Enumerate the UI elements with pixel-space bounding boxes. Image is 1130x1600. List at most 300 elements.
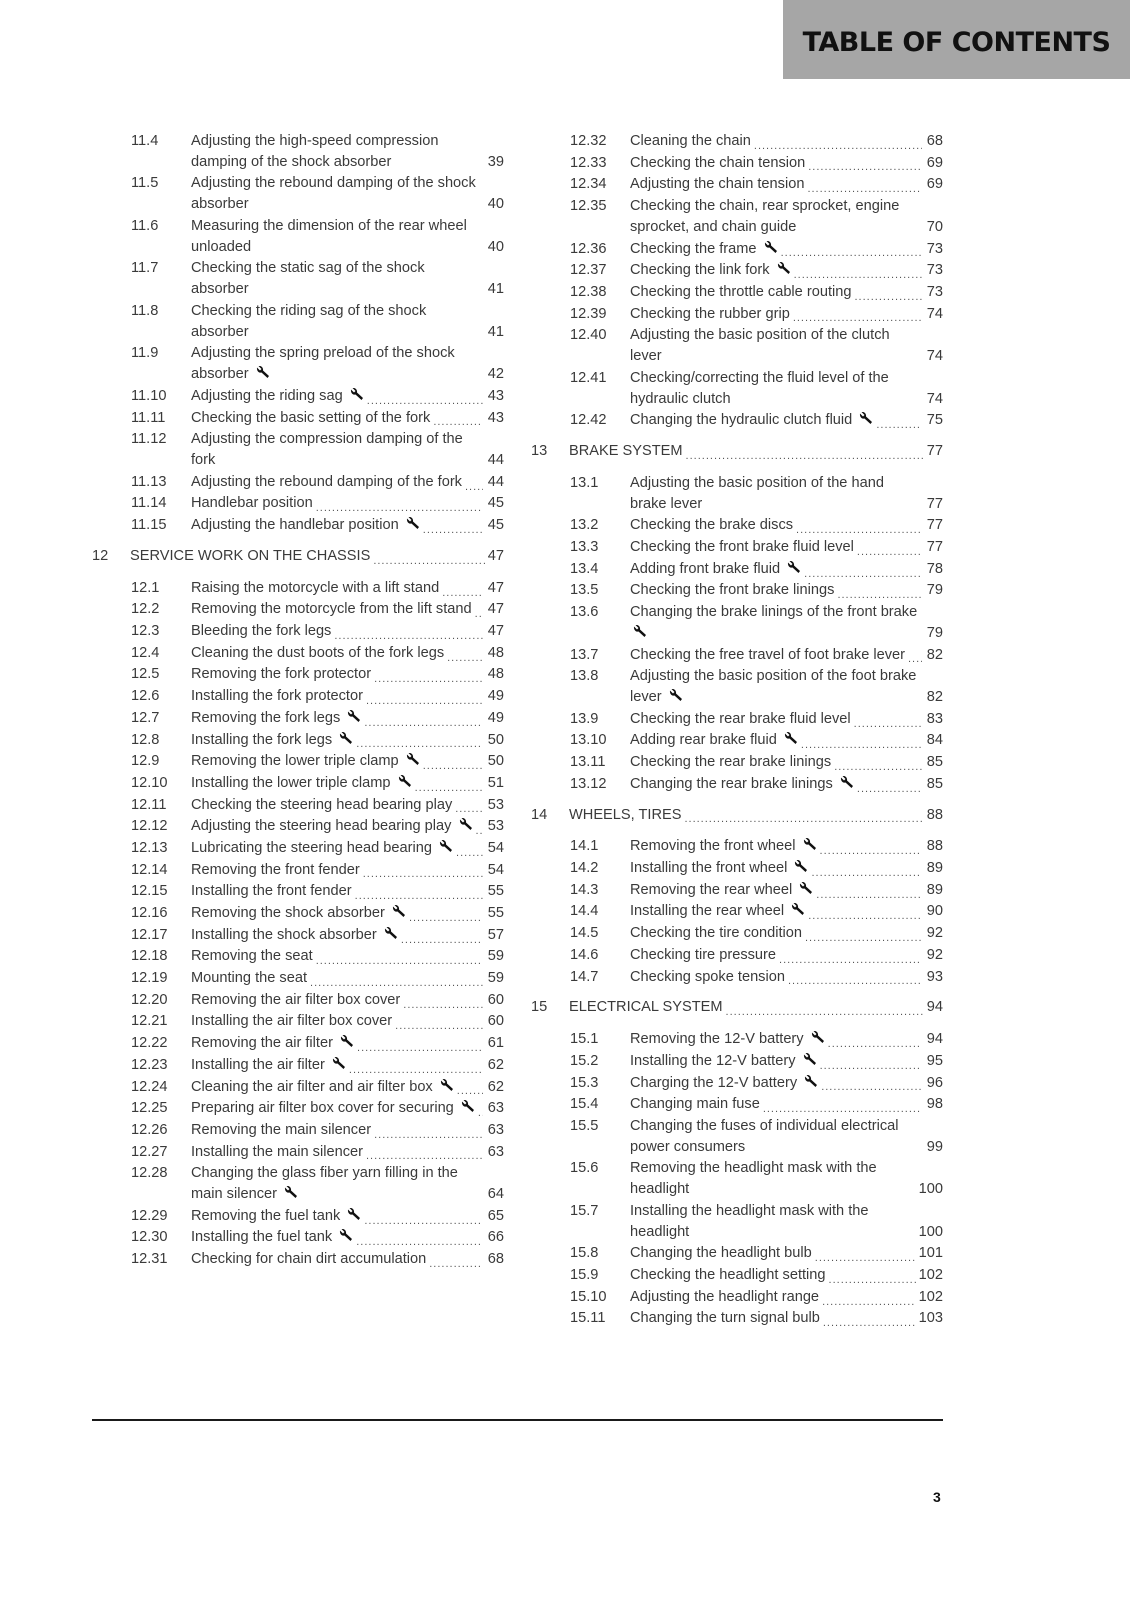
dot-leader: [815, 1244, 916, 1264]
toc-entry[interactable]: [92, 621, 504, 642]
toc-entry[interactable]: [92, 1142, 504, 1163]
section-title: Checking the tire condition: [630, 925, 802, 942]
section-title: Removing the headlight mask with the headlight: [630, 1160, 877, 1198]
wrench-icon: [777, 262, 791, 275]
toc-entry[interactable]: [531, 1287, 943, 1308]
toc-entry[interactable]: [531, 645, 943, 666]
toc-entry[interactable]: [531, 473, 943, 515]
page-ref: 59: [487, 948, 504, 965]
dot-leader: [820, 837, 922, 857]
page-ref: 47: [487, 623, 504, 640]
page-ref: 102: [918, 1288, 943, 1305]
toc-entry[interactable]: [531, 1029, 943, 1050]
wrench-icon: [339, 732, 353, 745]
section-number: 13: [531, 443, 548, 460]
section-title: Changing the rear brake linings: [630, 775, 833, 792]
toc-entry[interactable]: [92, 1077, 504, 1098]
section-number: 13.7: [570, 646, 599, 663]
page-ref: 68: [487, 1251, 504, 1268]
dot-leader: [357, 1034, 483, 1054]
dot-leader: [857, 538, 922, 558]
page-ref: 103: [918, 1310, 943, 1327]
section-title: Adding rear brake fluid: [630, 732, 777, 749]
page-ref: 65: [487, 1207, 504, 1224]
section-title: Adjusting the high-speed compression damping of the shock absorber: [191, 133, 439, 170]
toc-entry[interactable]: [531, 1116, 943, 1158]
toc-entry[interactable]: [531, 836, 943, 857]
page-ref: 68: [926, 133, 943, 149]
section-title: Adding front brake fluid: [630, 560, 781, 577]
dot-leader: [364, 709, 483, 729]
section-number: 15.5: [570, 1117, 599, 1134]
wrench-icon: [633, 625, 647, 638]
page-ref: 50: [487, 731, 504, 748]
section-title: Installing the main silencer: [191, 1143, 363, 1160]
section-title: Checking the rear brake linings: [630, 754, 832, 771]
section-number: 12.37: [570, 262, 607, 279]
page-ref: 93: [926, 968, 943, 985]
toc-entry[interactable]: [531, 559, 943, 580]
section-number: 11.11: [131, 409, 166, 426]
page-ref: 47: [487, 601, 504, 618]
section-title: Removing the motorcycle from the lift stand: [191, 601, 472, 618]
section-title: Removing the fork protector: [191, 666, 372, 683]
section-title: Changing main fuse: [630, 1096, 760, 1113]
toc-entry[interactable]: [92, 1163, 504, 1205]
toc-entry[interactable]: [531, 537, 943, 558]
page-ref: 62: [487, 1078, 504, 1095]
dot-leader: [366, 687, 483, 707]
toc-entry[interactable]: [531, 602, 943, 644]
section-number: 15.4: [570, 1096, 599, 1113]
section-title: Measuring the dimension of the rear wheel unloaded: [191, 217, 467, 255]
section-title: Adjusting the rebound damping of the fork: [191, 473, 462, 490]
page-ref: 100: [918, 1181, 943, 1198]
dot-leader: [763, 1095, 922, 1115]
toc-entry[interactable]: [92, 429, 504, 471]
section-number: 12.21: [131, 1013, 168, 1030]
dot-leader: [457, 1077, 483, 1097]
page-ref: 73: [926, 240, 943, 257]
section-title: Checking the free travel of foot brake lever: [630, 646, 905, 663]
dot-leader: [821, 1073, 922, 1093]
dot-leader: [857, 775, 922, 795]
dot-leader: [367, 387, 483, 407]
toc-entry[interactable]: [92, 990, 504, 1011]
toc-entry[interactable]: [531, 515, 943, 536]
page-ref: 74: [926, 390, 943, 407]
toc-entry[interactable]: [92, 860, 504, 881]
section-title: WHEELS, TIRES: [569, 806, 682, 823]
toc-entry[interactable]: [92, 578, 504, 599]
toc-entry[interactable]: [92, 173, 504, 215]
section-number: 12.14: [131, 861, 168, 878]
toc-entry[interactable]: [92, 925, 504, 946]
section-title: Installing the front wheel: [630, 860, 788, 877]
section-number: 14.5: [570, 925, 599, 942]
page-ref: 47: [487, 547, 504, 564]
dot-leader: [808, 153, 922, 173]
section-number: 14.7: [570, 968, 599, 985]
dot-leader: [475, 600, 483, 620]
toc-entry[interactable]: [92, 515, 504, 536]
section-title: Checking the riding sag of the shock absorber: [191, 302, 427, 340]
page-ref: 55: [487, 883, 504, 900]
toc-entry[interactable]: [531, 196, 943, 238]
section-title: Cleaning the air filter and air filter box: [191, 1078, 433, 1095]
section-number: 14.4: [570, 903, 599, 920]
toc-entry[interactable]: [92, 386, 504, 407]
section-number: 12.32: [570, 133, 607, 149]
page-ref: 78: [926, 560, 943, 577]
dot-leader: [476, 817, 484, 837]
toc-entry[interactable]: [531, 666, 943, 708]
dot-leader: [816, 881, 922, 901]
toc-entry[interactable]: [92, 751, 504, 772]
dot-leader: [686, 442, 924, 462]
toc-entry[interactable]: [92, 1206, 504, 1227]
section-title: Adjusting the basic position of the clutch lever: [630, 327, 890, 365]
toc-chapter[interactable]: [531, 441, 943, 462]
dot-leader: [829, 1266, 916, 1286]
page-ref: 45: [487, 517, 504, 534]
section-number: 12.9: [131, 753, 160, 770]
toc-entry[interactable]: [531, 880, 943, 901]
page-ref: 60: [487, 991, 504, 1008]
dot-leader: [808, 902, 922, 922]
toc-chapter[interactable]: [531, 997, 943, 1018]
section-number: 15: [531, 999, 548, 1016]
toc-entry[interactable]: [531, 260, 943, 281]
toc-entry[interactable]: [92, 493, 504, 514]
page-ref: 61: [487, 1035, 504, 1052]
section-number: 12.11: [131, 796, 167, 813]
section-number: 12.24: [131, 1078, 168, 1095]
section-number: 12.16: [131, 905, 168, 922]
dot-leader: [403, 991, 483, 1011]
wrench-icon: [332, 1057, 346, 1070]
toc-entry[interactable]: [531, 410, 943, 431]
toc-entry[interactable]: [92, 1033, 504, 1054]
dot-leader: [726, 998, 924, 1018]
dot-leader: [854, 710, 922, 730]
dot-leader: [811, 859, 922, 879]
toc-entry[interactable]: [92, 216, 504, 258]
page-ref: 55: [487, 905, 504, 922]
wrench-icon: [459, 818, 473, 831]
dot-leader: [684, 805, 923, 825]
page-ref: 47: [487, 579, 504, 596]
dot-leader: [465, 473, 483, 493]
section-title: Checking the static sag of the shock absorber: [191, 260, 425, 298]
toc-entry[interactable]: [531, 730, 943, 751]
toc-entry[interactable]: [92, 1055, 504, 1076]
section-title: Changing the hydraulic clutch fluid: [630, 412, 853, 429]
section-title: Lubricating the steering head bearing: [191, 839, 432, 856]
footer-divider: [92, 1419, 943, 1421]
dot-leader: [794, 261, 922, 281]
toc-entry[interactable]: [531, 282, 943, 303]
section-title: Installing the fork legs: [191, 731, 333, 748]
page-ref: 44: [487, 452, 504, 469]
toc-entry[interactable]: [92, 1120, 504, 1141]
toc-entry[interactable]: [531, 1201, 943, 1243]
section-number: 13.2: [570, 517, 599, 534]
page-ref: 89: [926, 881, 943, 898]
toc-entry[interactable]: [92, 730, 504, 751]
toc-entry[interactable]: [531, 368, 943, 410]
section-title: Adjusting the steering head bearing play: [191, 818, 452, 835]
section-title: Checking tire pressure: [630, 946, 777, 963]
dot-leader: [374, 665, 483, 685]
toc-entry[interactable]: [92, 1098, 504, 1119]
toc-entry[interactable]: [531, 945, 943, 966]
toc-entry[interactable]: [92, 1011, 504, 1032]
toc-entry[interactable]: [531, 858, 943, 879]
section-number: 14.2: [570, 860, 599, 877]
section-title: Checking/correcting the fluid level of the hydraulic clutch: [630, 369, 889, 407]
section-number: 12.23: [131, 1056, 168, 1073]
section-title: Changing the brake linings of the front brake: [630, 604, 918, 621]
wrench-icon: [840, 776, 854, 789]
wrench-icon: [384, 927, 398, 940]
section-number: 13.4: [570, 560, 599, 577]
section-number: 12.2: [131, 601, 160, 618]
toc-entry[interactable]: [531, 1308, 943, 1329]
toc-entry[interactable]: [92, 301, 504, 343]
toc-entry[interactable]: [92, 643, 504, 664]
toc-entry[interactable]: [531, 1243, 943, 1264]
section-title: Preparing air filter box cover for securing: [191, 1100, 454, 1117]
dot-leader: [316, 947, 483, 967]
section-title: Removing the front wheel: [630, 838, 796, 855]
toc-entry[interactable]: [531, 1073, 943, 1094]
page-ref: 64: [487, 1186, 504, 1203]
toc-entry[interactable]: [531, 1265, 943, 1286]
section-number: 12.29: [131, 1207, 168, 1224]
page-ref: 92: [926, 946, 943, 963]
toc-entry[interactable]: [531, 1158, 943, 1200]
toc-entry[interactable]: [92, 795, 504, 816]
wrench-icon: [764, 241, 778, 254]
section-number: 12.42: [570, 412, 607, 429]
section-number: 14.6: [570, 946, 599, 963]
toc-entry[interactable]: [531, 1094, 943, 1115]
section-number: 12.25: [131, 1100, 168, 1117]
section-number: 12.18: [131, 948, 168, 965]
dot-leader: [876, 411, 922, 431]
toc-entry[interactable]: [92, 1249, 504, 1270]
page-ref: 75: [926, 412, 943, 429]
toc-entry[interactable]: [531, 967, 943, 988]
dot-leader: [781, 239, 922, 259]
section-number: 12.33: [570, 154, 607, 171]
section-title: Checking the rear brake fluid level: [630, 710, 851, 727]
section-number: 12.12: [131, 818, 168, 835]
toc-entry[interactable]: [92, 258, 504, 300]
toc-chapter[interactable]: [92, 546, 504, 567]
section-title: Mounting the seat: [191, 970, 308, 987]
toc-entry[interactable]: [92, 903, 504, 924]
dot-leader: [334, 622, 483, 642]
page-ref: 44: [487, 473, 504, 490]
dot-leader: [423, 752, 483, 772]
section-title: Checking the front brake linings: [630, 582, 835, 599]
wrench-icon: [803, 838, 817, 851]
page-ref: 84: [926, 732, 943, 749]
dot-leader: [854, 283, 922, 303]
toc-chapter[interactable]: [531, 805, 943, 826]
dot-leader: [837, 581, 922, 601]
dot-leader: [433, 408, 483, 428]
page-ref: 95: [926, 1052, 943, 1069]
page-ref: 43: [487, 409, 504, 426]
dot-leader: [310, 969, 483, 989]
section-number: 11.8: [131, 302, 159, 319]
section-title: ELECTRICAL SYSTEM: [569, 999, 723, 1016]
toc-entry[interactable]: [92, 708, 504, 729]
page-ref: 98: [926, 1096, 943, 1113]
section-number: 11.6: [131, 217, 159, 234]
dot-leader: [373, 547, 484, 567]
section-title: Installing the air filter box cover: [191, 1013, 393, 1030]
page-ref: 88: [926, 806, 943, 823]
page-number: 3: [933, 1489, 941, 1505]
dot-leader: [455, 795, 483, 815]
toc-entry[interactable]: [531, 1051, 943, 1072]
section-number: 13.6: [570, 604, 599, 621]
toc-entry[interactable]: [531, 239, 943, 260]
wrench-icon: [803, 1053, 817, 1066]
page-ref: 74: [926, 305, 943, 322]
toc-entry[interactable]: [92, 664, 504, 685]
toc-entry[interactable]: [92, 1227, 504, 1248]
page-ref: 62: [487, 1056, 504, 1073]
page-ref: 85: [926, 754, 943, 771]
section-number: 12.26: [131, 1121, 168, 1138]
toc-entry[interactable]: [531, 923, 943, 944]
section-number: 11.7: [131, 260, 159, 277]
dot-leader: [788, 967, 922, 987]
wrench-icon: [784, 732, 798, 745]
toc-entry[interactable]: [92, 881, 504, 902]
section-title: Checking the link fork: [630, 262, 770, 279]
section-number: 12.28: [131, 1165, 168, 1182]
section-number: 12.20: [131, 991, 168, 1008]
dot-leader: [395, 1012, 483, 1032]
page-ref: 53: [487, 796, 504, 813]
wrench-icon: [440, 1079, 454, 1092]
section-number: 11.14: [131, 495, 167, 512]
section-title: Checking the front brake fluid level: [630, 539, 854, 556]
section-number: 12.40: [570, 327, 607, 344]
page-title: TABLE OF CONTENTS: [802, 27, 1111, 58]
section-number: 12.17: [131, 926, 168, 943]
toc-entry[interactable]: [531, 774, 943, 795]
dot-leader: [804, 560, 922, 580]
toc-entry[interactable]: [92, 131, 504, 173]
section-number: 12.35: [570, 198, 607, 215]
section-number: 12.36: [570, 240, 607, 257]
toc-entry[interactable]: [531, 325, 943, 367]
toc-entry[interactable]: [92, 408, 504, 429]
section-title: Installing the headlight mask with the headlight: [630, 1202, 869, 1240]
page-ref: 66: [487, 1229, 504, 1246]
page-ref: 90: [926, 903, 943, 920]
page-ref: 82: [926, 646, 943, 663]
page-ref: 53: [487, 818, 504, 835]
toc-entry[interactable]: [92, 968, 504, 989]
section-title: Checking the steering head bearing play: [191, 796, 453, 813]
page-ref: 94: [926, 999, 943, 1016]
dot-leader: [316, 494, 483, 514]
section-number: 12.34: [570, 176, 607, 193]
section-number: 12.27: [131, 1143, 168, 1160]
page-ref: 40: [487, 238, 504, 255]
page-ref: 49: [487, 688, 504, 705]
toc-entry[interactable]: [92, 816, 504, 837]
dot-leader: [356, 730, 483, 750]
section-title: BRAKE SYSTEM: [569, 443, 683, 460]
section-number: 13.1: [570, 474, 599, 491]
wrench-icon: [347, 1208, 361, 1221]
section-title: Removing the seat: [191, 948, 313, 965]
page-ref: 54: [487, 839, 504, 856]
toc-entry[interactable]: [92, 599, 504, 620]
page-ref: 70: [926, 218, 943, 235]
toc-entry[interactable]: [531, 174, 943, 195]
section-title: Adjusting the handlebar position: [191, 517, 399, 534]
toc-entry[interactable]: [92, 343, 504, 385]
section-title: Raising the motorcycle with a lift stand: [191, 579, 440, 596]
toc-entry[interactable]: [531, 580, 943, 601]
page-ref: 96: [926, 1074, 943, 1091]
section-number: 15.9: [570, 1267, 599, 1284]
section-title: Charging the 12-V battery: [630, 1074, 798, 1091]
toc-entry[interactable]: [531, 131, 943, 152]
toc-entry[interactable]: [531, 752, 943, 773]
toc-entry[interactable]: [531, 709, 943, 730]
section-number: 15.6: [570, 1160, 599, 1177]
toc-entry[interactable]: [92, 686, 504, 707]
section-title: Checking the chain tension: [630, 154, 806, 171]
section-number: 15.7: [570, 1202, 599, 1219]
toc-entry[interactable]: [92, 472, 504, 493]
toc-entry[interactable]: [531, 901, 943, 922]
section-title: Adjusting the rebound damping of the shock absorber: [191, 175, 476, 213]
page-ref: 39: [487, 153, 504, 170]
section-title: Checking the rubber grip: [630, 305, 790, 322]
page-ref: 41: [487, 323, 504, 340]
page-ref: 48: [487, 666, 504, 683]
section-number: 11.5: [131, 175, 159, 192]
wrench-icon: [804, 1075, 818, 1088]
toc-entry[interactable]: [531, 153, 943, 174]
dot-leader: [423, 516, 483, 536]
page-ref: 57: [487, 926, 504, 943]
toc-entry[interactable]: [92, 773, 504, 794]
section-title: SERVICE WORK ON THE CHASSIS: [130, 547, 371, 564]
section-number: 12.6: [131, 688, 160, 705]
section-number: 12.3: [131, 623, 160, 640]
page-ref: 73: [926, 262, 943, 279]
toc-entry[interactable]: [92, 838, 504, 859]
page-ref: 50: [487, 753, 504, 770]
toc-entry[interactable]: [92, 946, 504, 967]
section-number: 12.1: [131, 579, 160, 596]
section-title: Installing the shock absorber: [191, 926, 377, 943]
toc-entry[interactable]: [531, 304, 943, 325]
